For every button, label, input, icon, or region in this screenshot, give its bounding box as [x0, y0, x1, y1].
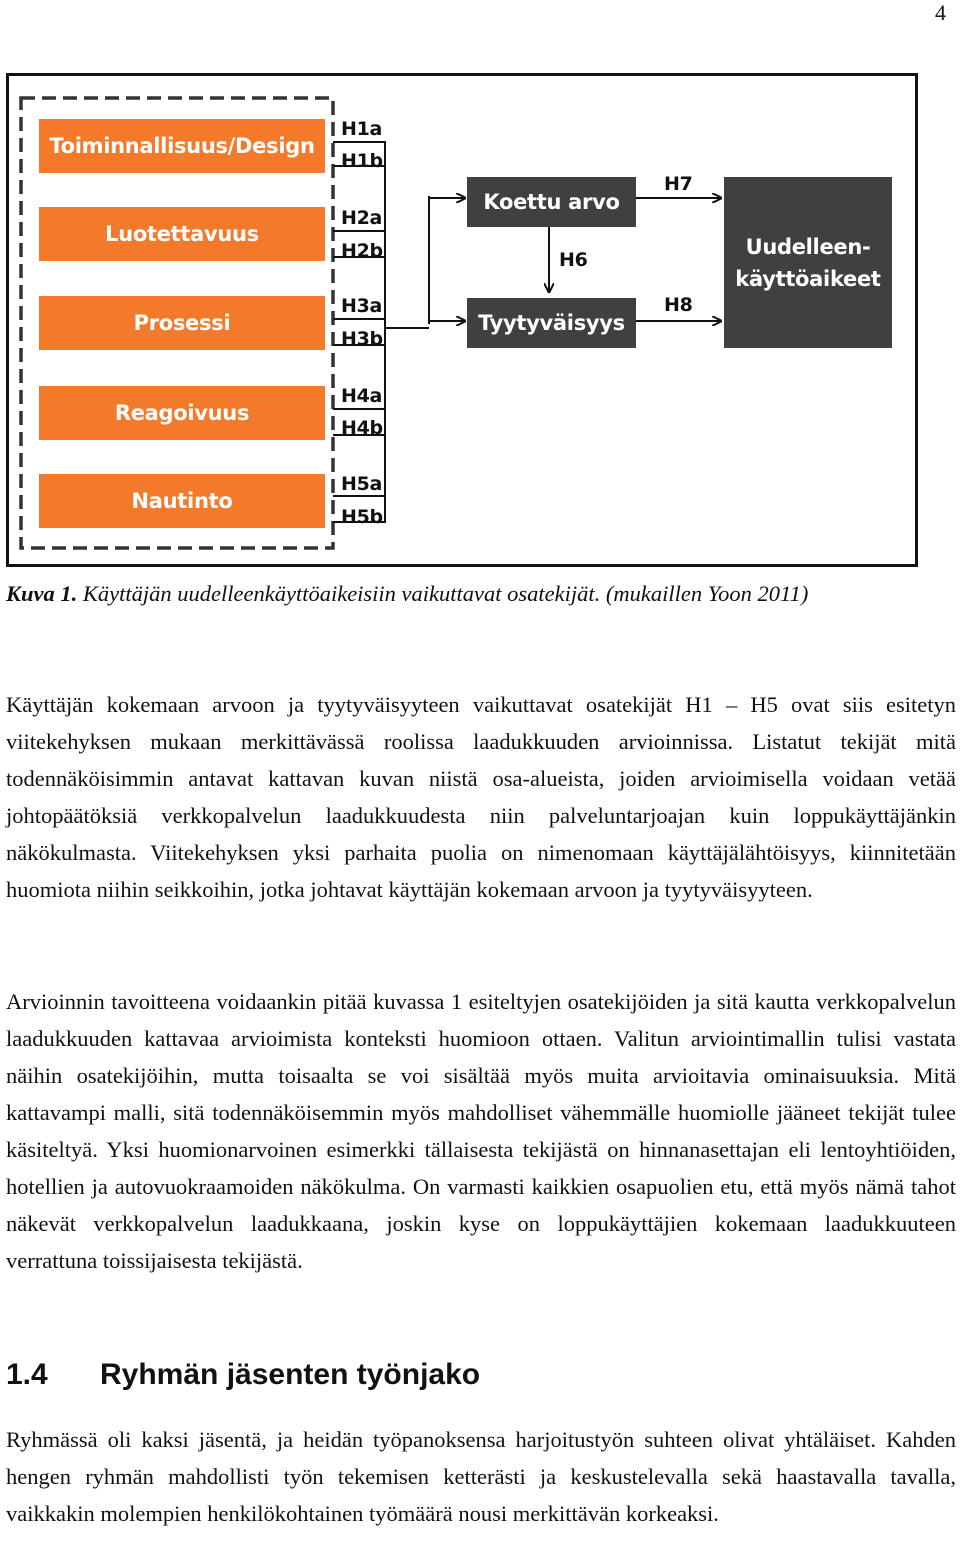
- hypothesis-label-h7: H7: [664, 173, 693, 195]
- page-number: 4: [935, 0, 946, 25]
- factor-box-reliability: Luotettavuus: [39, 207, 325, 261]
- hypothesis-label: H1a: [341, 118, 383, 140]
- hypothesis-label: H5b: [341, 506, 383, 528]
- hypothesis-label: H5a: [341, 473, 383, 495]
- factor-box-responsiveness: Reagoivuus: [39, 386, 325, 440]
- factor-box-process: Prosessi: [39, 296, 325, 350]
- hypothesis-label-h6: H6: [559, 249, 588, 271]
- body-paragraph: Ryhmässä oli kaksi jäsentä, ja heidän työpanoksensa harjoitustyön suhteen olivat yhtäläiset. Kahden hengen ryhmän mahdollisti työn tekemisen ketterästi ja keskustelevalla sekä haastavalla tavalla, vaikkakin molempien henkilökohtainen työmäärä nousi merkittävän korkeaksi.: [6, 1427, 956, 1526]
- caption-label: Kuva 1.: [6, 581, 78, 606]
- box-satisfaction: Tyytyväisyys: [467, 298, 636, 348]
- hypothesis-label: H3a: [341, 295, 383, 317]
- caption-text: Käyttäjän uudelleenkäyttöaikeisiin vaikuttavat osatekijät. (mukaillen Yoon 2011): [82, 581, 809, 606]
- section-number: 1.4: [6, 1358, 48, 1391]
- box-perceived-value: Koettu arvo: [467, 177, 636, 227]
- hypothesis-label-h8: H8: [664, 294, 693, 316]
- research-model-figure: [6, 73, 918, 567]
- box-reuse-intention: [724, 177, 892, 348]
- reuse-intention-line2: käyttöaikeet: [735, 266, 881, 291]
- hypothesis-label: H3b: [341, 328, 383, 350]
- section-title: Ryhmän jäsenten työnjako: [100, 1358, 481, 1391]
- hypothesis-label: H1b: [341, 150, 383, 172]
- body-paragraph: Käyttäjän kokemaan arvoon ja tyytyväisyyteen vaikuttavat osatekijät H1 – H5 ovat siis esitetyn viitekehyksen mukaan merkittävässä roolissa laadukkuuden arvioinnissa. Listatut tekijät mitä todennäköisimmin antavat kattavan kuvan niistä osa-alueista, joiden arvioimisella voidaan vetää johtopäätöksiä verkkopalvelun laadukkuudesta niin palveluntarjoajan kuin loppukäyttäjänkin näkökulmasta. Viitekehyksen yksi parhaita puolia on nimenomaan käyttäjälähtöisyys, kiinnitetään huomiota niihin seikkoihin, jotka johtavat käyttäjän kokemaan arvoon ja tyytyväisyyteen.: [6, 692, 956, 902]
- reuse-intention-line1: Uudelleen-: [745, 234, 871, 259]
- factor-box-enjoyment: Nautinto: [39, 474, 325, 528]
- hypothesis-label: H2b: [341, 240, 383, 262]
- factor-box-design: Toiminnallisuus/Design: [39, 119, 325, 173]
- hypothesis-label: H4a: [341, 385, 383, 407]
- figure-caption: [6, 575, 956, 612]
- body-paragraph: Arvioinnin tavoitteena voidaankin pitää kuvassa 1 esiteltyjen osatekijöiden ja sitä kautta verkkopalvelun laadukkuuden kattavaa arvioimista konteksti huomioon ottaen. Valitun arviointimallin tulisi vastata näihin osatekijöihin, mutta toisaalta se voi sisältää myös muita arvioitavia ominaisuuksia. Mitä kattavampi malli, sitä todennäköisemmin myös mahdolliset vähemmälle huomiolle jääneet tekijät tulee käsiteltyä. Yksi huomionarvoinen esimerkki tällaisesta tekijästä on hinnanasettajan eli lentoyhtiöiden, hotellien ja autovuokraamoiden näkökulma. On varmasti kaikkien osapuolien etu, että myös nämä tahot näkevät verkkopalvelun laadukkaana, joskin kyse on loppukäyttäjien kokemaan laadukkuuteen verrattuna toissijaisesta tekijästä.: [6, 989, 956, 1273]
- section-heading: [6, 1358, 480, 1392]
- hypothesis-label: H2a: [341, 207, 383, 229]
- hypothesis-label: H4b: [341, 417, 383, 439]
